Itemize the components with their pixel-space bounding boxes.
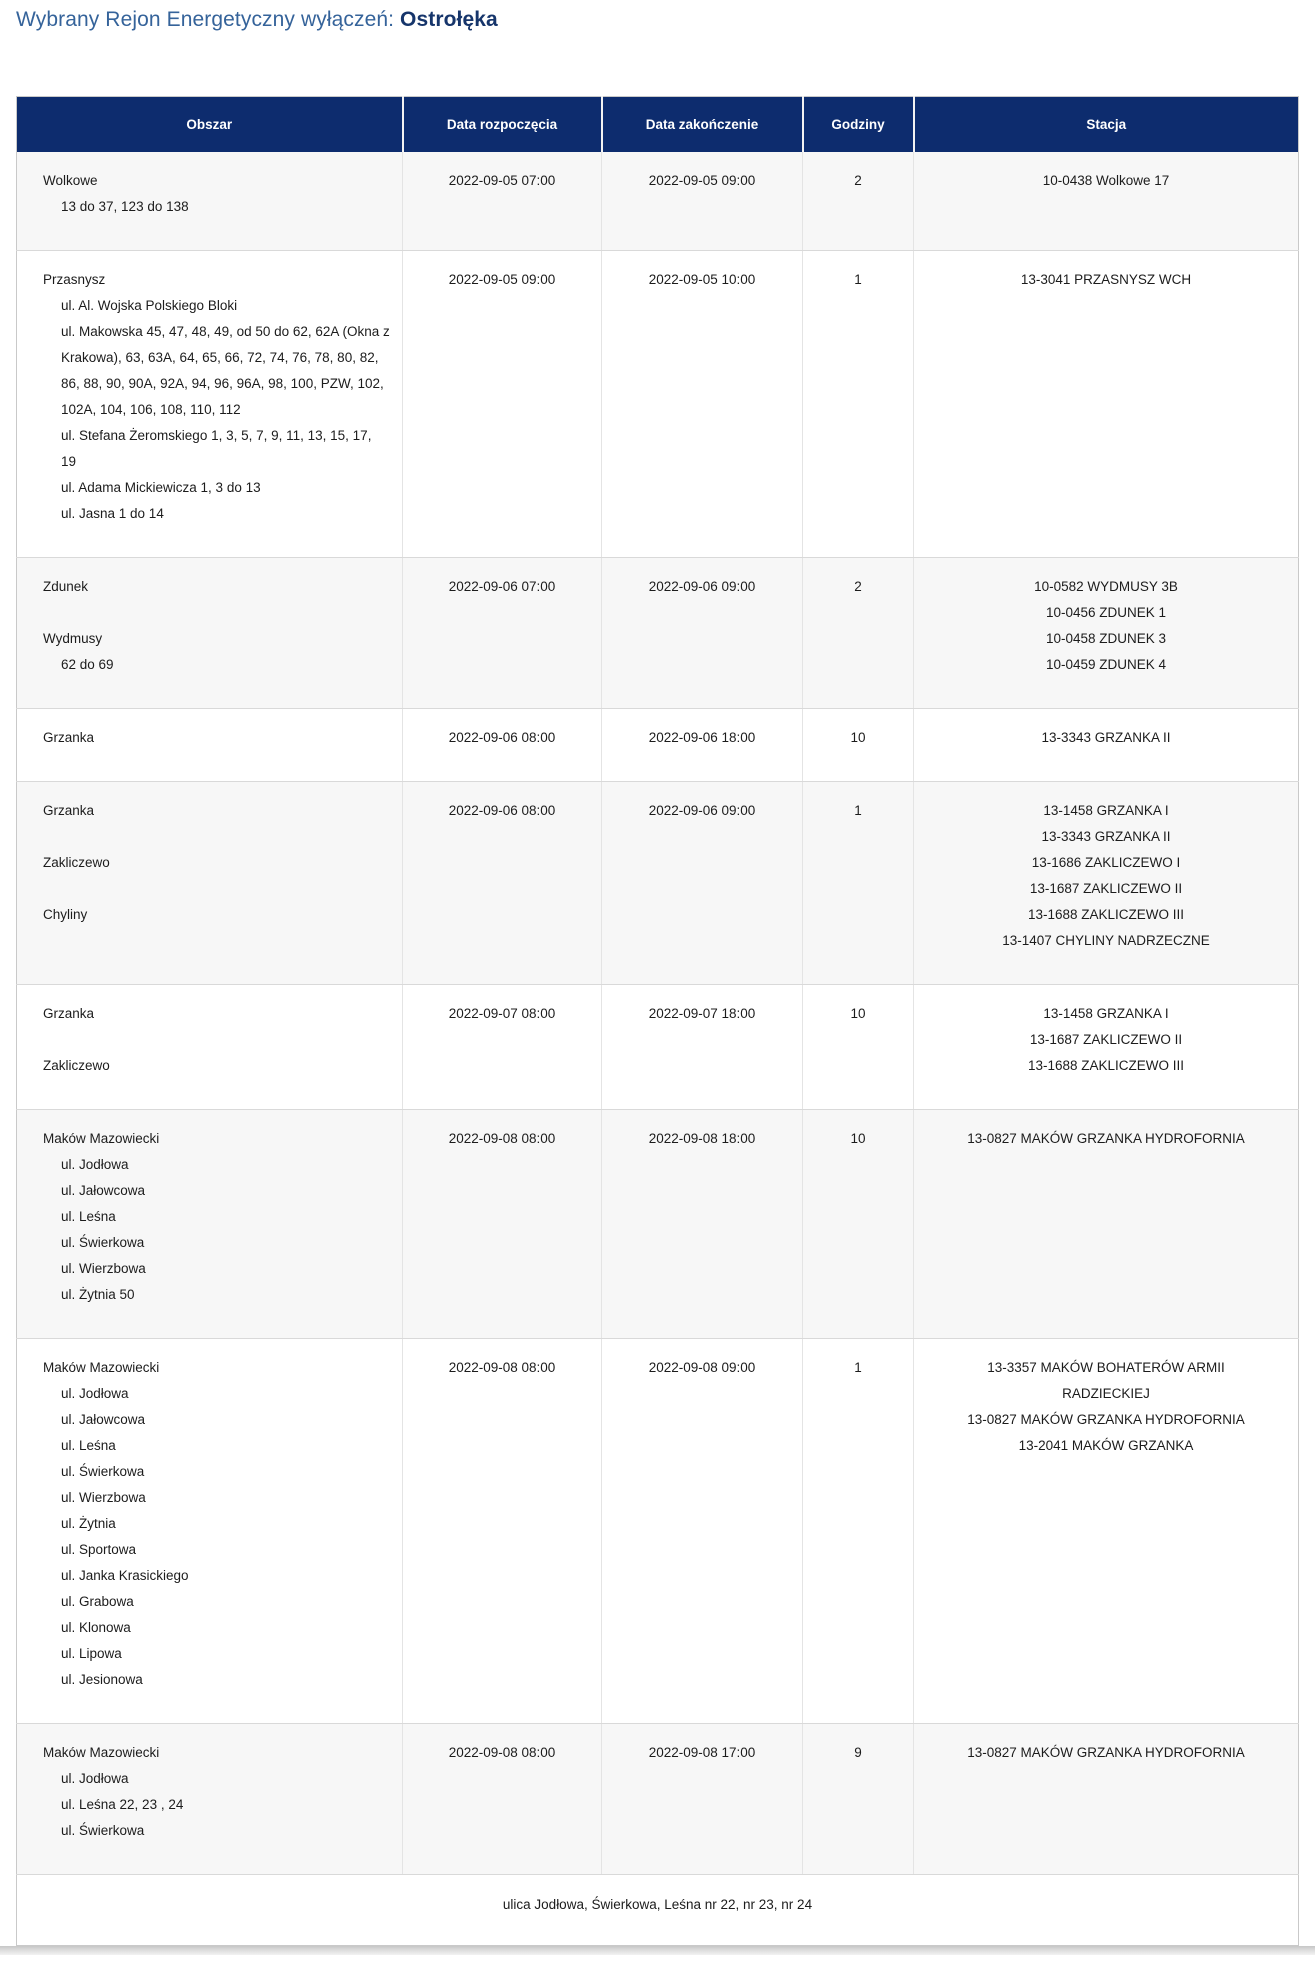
street-line: ul. Żytnia: [61, 1516, 116, 1531]
hours-cell: 10: [803, 709, 914, 782]
stations-cell: [914, 985, 1299, 1110]
table-row: [17, 1724, 1299, 1875]
stations-cell: [914, 782, 1299, 985]
table-row: [17, 709, 1299, 782]
area-name: Grzanka: [43, 730, 95, 745]
street-line: ul. Grabowa: [61, 1594, 134, 1609]
street-line: ul. Żytnia 50: [61, 1287, 135, 1302]
street-line: 13 do 37, 123 do 138: [61, 199, 189, 214]
area-cell: [17, 1110, 403, 1339]
hours-cell: 1: [803, 1339, 914, 1724]
street-line: ul. Al. Wojska Polskiego Bloki: [61, 298, 238, 313]
street-line: ul. Świerkowa: [61, 1464, 145, 1479]
street-line: ul. Stefana Żeromskiego 1, 3, 5, 7, 9, 11, 13, 15, 17, 19: [61, 428, 372, 469]
station-line: 13-2041 MAKÓW GRZANKA: [1018, 1438, 1194, 1453]
col-header-stacja: Stacja: [914, 97, 1299, 153]
station-line: 10-0438 Wolkowe 17: [1042, 173, 1170, 188]
area-name: Przasnysz: [43, 272, 106, 287]
col-header-godziny: Godziny: [803, 97, 914, 153]
street-line: ul. Adama Mickiewicza 1, 3 do 13: [61, 480, 261, 495]
station-line: 13-1687 ZAKLICZEWO II: [1029, 881, 1183, 896]
start-date-cell: 2022-09-06 08:00: [403, 782, 602, 985]
table-header: [17, 97, 1299, 153]
station-line: 10-0458 ZDUNEK 3: [1045, 631, 1167, 646]
station-line: 13-3343 GRZANKA II: [1041, 730, 1171, 745]
area-name: Grzanka: [43, 1006, 95, 1021]
area-cell: [17, 251, 403, 558]
col-header-data-zakonczenie: Data zakończenie: [602, 97, 803, 153]
table-row: [17, 985, 1299, 1110]
start-date-cell: 2022-09-05 07:00: [403, 152, 602, 251]
table-row: [17, 782, 1299, 985]
hours-cell: 2: [803, 558, 914, 709]
col-header-obszar: Obszar: [17, 97, 403, 153]
stations-cell: [914, 1110, 1299, 1339]
footer-note-row: [17, 1875, 1299, 1946]
table-body: [17, 152, 1299, 1875]
table-row: [17, 152, 1299, 251]
end-date-cell: 2022-09-08 17:00: [602, 1724, 803, 1875]
stations-cell: [914, 1724, 1299, 1875]
hours-cell: 1: [803, 782, 914, 985]
area-name: Grzanka: [43, 803, 95, 818]
hours-cell: 9: [803, 1724, 914, 1875]
street-line: ul. Jodłowa: [61, 1157, 129, 1172]
station-line: 13-1688 ZAKLICZEWO III: [1027, 907, 1185, 922]
end-date-cell: 2022-09-05 09:00: [602, 152, 803, 251]
station-line: 13-1686 ZAKLICZEWO I: [1031, 855, 1181, 870]
street-line: ul. Sportowa: [61, 1542, 137, 1557]
station-line: 10-0459 ZDUNEK 4: [1045, 657, 1167, 672]
street-line: ul. Leśna: [61, 1438, 116, 1453]
street-line: 62 do 69: [61, 657, 114, 672]
start-date-cell: 2022-09-06 07:00: [403, 558, 602, 709]
station-line: 13-1458 GRZANKA I: [1043, 803, 1169, 818]
area-name: Maków Mazowiecki: [43, 1360, 160, 1375]
end-date-cell: 2022-09-06 09:00: [602, 558, 803, 709]
area-cell: [17, 985, 403, 1110]
footer-note: ulica Jodłowa, Świerkowa, Leśna nr 22, nr 23, nr 24: [17, 1875, 1299, 1946]
table-row: [17, 1110, 1299, 1339]
station-line: 13-3357 MAKÓW BOHATERÓW ARMII RADZIECKIEJ: [987, 1360, 1225, 1401]
station-line: 13-1688 ZAKLICZEWO III: [1027, 1058, 1185, 1073]
street-line: ul. Janka Krasickiego: [61, 1568, 189, 1583]
hours-cell: 10: [803, 1110, 914, 1339]
area-name: Chyliny: [43, 907, 88, 922]
table-header-row: [17, 97, 1299, 153]
area-cell: [17, 782, 403, 985]
area-name: Zakliczewo: [43, 855, 110, 870]
street-line: ul. Leśna: [61, 1209, 116, 1224]
table-row: [17, 251, 1299, 558]
area-cell: [17, 1339, 403, 1724]
area-name: Maków Mazowiecki: [43, 1131, 160, 1146]
start-date-cell: 2022-09-05 09:00: [403, 251, 602, 558]
area-cell: [17, 558, 403, 709]
end-date-cell: 2022-09-06 09:00: [602, 782, 803, 985]
station-line: 13-1407 CHYLINY NADRZECZNE: [1002, 933, 1210, 948]
end-date-cell: 2022-09-07 18:00: [602, 985, 803, 1110]
page-title: [16, 8, 1299, 32]
stations-cell: [914, 152, 1299, 251]
area-name: Maków Mazowiecki: [43, 1745, 160, 1760]
street-line: ul. Klonowa: [61, 1620, 131, 1635]
street-line: ul. Jałowcowa: [61, 1412, 146, 1427]
page-title-prefix: Wybrany Rejon Energetyczny wyłączeń:: [16, 8, 395, 31]
area-cell: [17, 709, 403, 782]
hours-cell: 10: [803, 985, 914, 1110]
hours-cell: 2: [803, 152, 914, 251]
station-line: 13-0827 MAKÓW GRZANKA HYDROFORNIA: [967, 1412, 1245, 1427]
station-line: 13-0827 MAKÓW GRZANKA HYDROFORNIA: [967, 1131, 1245, 1146]
street-line: ul. Jasna 1 do 14: [61, 506, 164, 521]
stations-cell: [914, 709, 1299, 782]
start-date-cell: 2022-09-08 08:00: [403, 1110, 602, 1339]
start-date-cell: 2022-09-08 08:00: [403, 1339, 602, 1724]
table-bottom-shadow: [0, 1946, 1315, 1955]
area-name: Zakliczewo: [43, 1058, 110, 1073]
street-line: ul. Jałowcowa: [61, 1183, 146, 1198]
station-line: 10-0456 ZDUNEK 1: [1045, 605, 1167, 620]
stations-cell: [914, 1339, 1299, 1724]
area-name: Wolkowe: [43, 173, 98, 188]
street-line: ul. Wierzbowa: [61, 1490, 146, 1505]
station-line: 13-1687 ZAKLICZEWO II: [1029, 1032, 1183, 1047]
area-cell: [17, 1724, 403, 1875]
hours-cell: 1: [803, 251, 914, 558]
end-date-cell: 2022-09-06 18:00: [602, 709, 803, 782]
start-date-cell: 2022-09-08 08:00: [403, 1724, 602, 1875]
street-line: ul. Makowska 45, 47, 48, 49, od 50 do 62, 62A (Okna z Krakowa), 63, 63A, 64, 65, 66, 72, 74, 76, 78, 80, 82, 86, 88, 90, 90A, 92A, 94, 96, 96A, 98, 100, PZW, 102, 102A, 104, 106, 108, 110, 112: [61, 324, 390, 417]
station-line: 13-0827 MAKÓW GRZANKA HYDROFORNIA: [967, 1745, 1245, 1760]
street-line: ul. Świerkowa: [61, 1823, 145, 1838]
street-line: ul. Jodłowa: [61, 1386, 129, 1401]
start-date-cell: 2022-09-07 08:00: [403, 985, 602, 1110]
end-date-cell: 2022-09-08 18:00: [602, 1110, 803, 1339]
street-line: ul. Leśna 22, 23 , 24: [61, 1797, 184, 1812]
area-cell: [17, 152, 403, 251]
street-line: ul. Świerkowa: [61, 1235, 145, 1250]
street-line: ul. Jodłowa: [61, 1771, 129, 1786]
station-line: 13-3343 GRZANKA II: [1041, 829, 1171, 844]
station-line: 13-3041 PRZASNYSZ WCH: [1020, 272, 1192, 287]
table-footer: [17, 1875, 1299, 1946]
station-line: 10-0582 WYDMUSY 3B: [1034, 579, 1178, 594]
station-line: 13-1458 GRZANKA I: [1043, 1006, 1169, 1021]
area-name: Wydmusy: [43, 631, 103, 646]
table-row: [17, 558, 1299, 709]
table-row: [17, 1339, 1299, 1724]
area-name: Zdunek: [43, 579, 89, 594]
street-line: ul. Wierzbowa: [61, 1261, 146, 1276]
street-line: ul. Jesionowa: [61, 1672, 143, 1687]
start-date-cell: 2022-09-06 08:00: [403, 709, 602, 782]
end-date-cell: 2022-09-05 10:00: [602, 251, 803, 558]
stations-cell: [914, 558, 1299, 709]
street-line: ul. Lipowa: [61, 1646, 122, 1661]
end-date-cell: 2022-09-08 09:00: [602, 1339, 803, 1724]
outages-table: [16, 96, 1299, 1946]
stations-cell: [914, 251, 1299, 558]
page-title-region: Ostrołęka: [400, 8, 498, 31]
col-header-data-rozpoczecia: Data rozpoczęcia: [403, 97, 602, 153]
